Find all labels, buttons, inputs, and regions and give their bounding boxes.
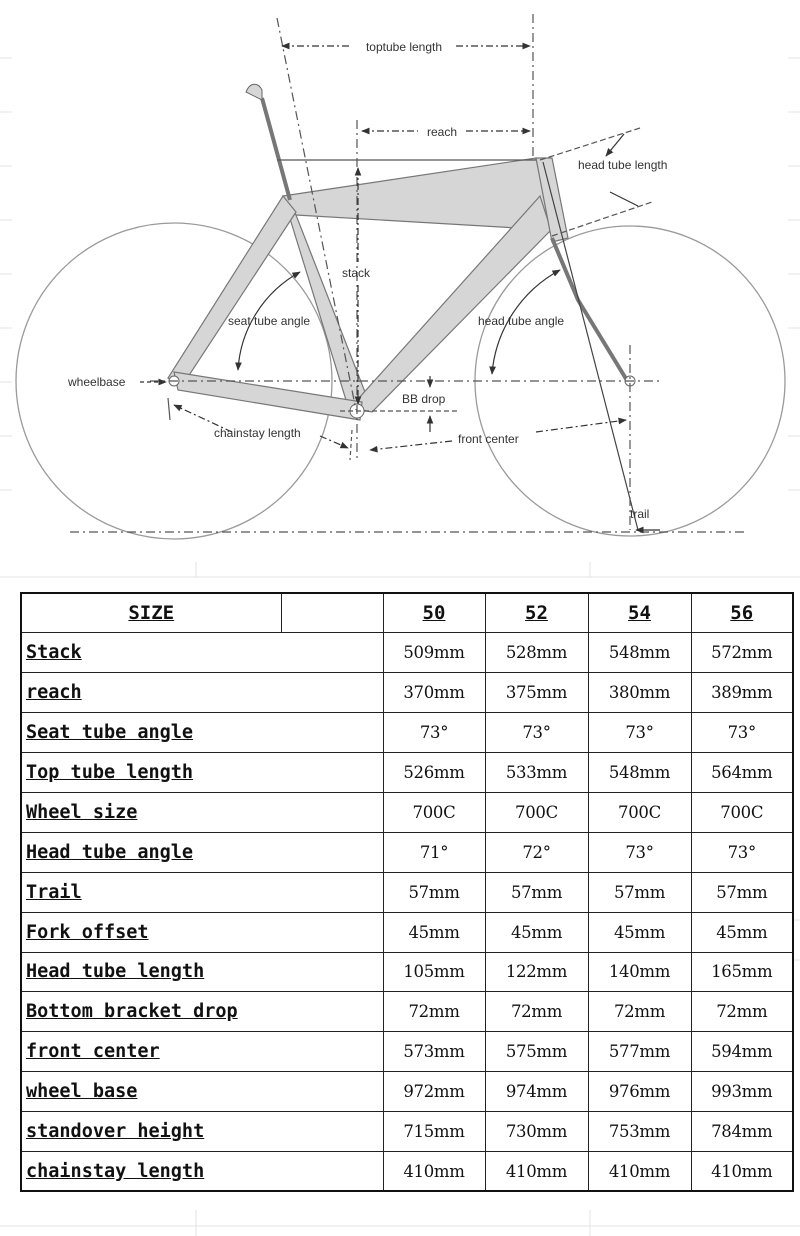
value-cell: 370mm [383,673,485,713]
value-cell: 122mm [485,952,588,992]
table-row [21,1032,793,1072]
size-header: SIZE [21,593,281,633]
table-row [21,912,793,952]
size-56-header: 56 [691,593,793,633]
geometry-table [20,592,794,1192]
value-cell: 57mm [691,872,793,912]
row-label: chainstay length [21,1151,383,1191]
value-cell: 548mm [588,633,691,673]
value-cell: 45mm [691,912,793,952]
row-label: standover height [21,1112,383,1152]
value-cell: 594mm [691,1032,793,1072]
value-cell: 71° [383,832,485,872]
row-label: front center [21,1032,383,1072]
label-toptube-length: toptube length [365,40,443,54]
label-chainstay-length: chainstay length [214,426,301,440]
row-label: Head tube length [21,952,383,992]
table-row [21,1112,793,1152]
value-cell: 410mm [383,1151,485,1191]
value-cell: 548mm [588,753,691,793]
row-label: reach [21,673,383,713]
value-cell: 72° [485,832,588,872]
size-50-header: 50 [383,593,485,633]
bike-geometry-diagram [0,0,800,560]
value-cell: 73° [691,832,793,872]
label-trail: trail [630,507,650,521]
value-cell: 73° [691,713,793,753]
value-cell: 57mm [588,872,691,912]
row-label: Stack [21,633,383,673]
table-row [21,792,793,832]
value-cell: 700C [383,792,485,832]
row-label: Wheel size [21,792,383,832]
value-cell: 700C [691,792,793,832]
value-cell: 45mm [485,912,588,952]
value-cell: 784mm [691,1112,793,1152]
label-wheelbase: wheelbase [68,375,126,389]
label-reach: reach [426,125,458,139]
value-cell: 509mm [383,633,485,673]
table-row [21,1072,793,1112]
table-row [21,753,793,793]
row-label: Seat tube angle [21,713,383,753]
value-cell: 974mm [485,1072,588,1112]
value-cell: 573mm [383,1032,485,1072]
value-cell: 380mm [588,673,691,713]
table-row [21,952,793,992]
label-stack: stack [342,266,371,280]
value-cell: 410mm [588,1151,691,1191]
value-cell: 73° [485,713,588,753]
value-cell: 57mm [485,872,588,912]
steer-axis [543,162,638,530]
seatpost [262,98,290,200]
value-cell: 572mm [691,633,793,673]
value-cell: 73° [383,713,485,753]
value-cell: 700C [588,792,691,832]
value-cell: 993mm [691,1072,793,1112]
value-cell: 72mm [383,992,485,1032]
row-label: Top tube length [21,753,383,793]
value-cell: 410mm [691,1151,793,1191]
row-label: Trail [21,872,383,912]
value-cell: 45mm [588,912,691,952]
value-cell: 375mm [485,673,588,713]
value-cell: 533mm [485,753,588,793]
size-54-header: 54 [588,593,691,633]
value-cell: 564mm [691,753,793,793]
table-row [21,1151,793,1191]
table-row [21,992,793,1032]
value-cell: 972mm [383,1072,485,1112]
label-bb-drop: BB drop [402,392,446,406]
table-row [21,713,793,753]
row-label: wheel base [21,1072,383,1112]
value-cell: 700C [485,792,588,832]
value-cell: 389mm [691,673,793,713]
value-cell: 753mm [588,1112,691,1152]
label-head-tube-angle: head tube angle [478,314,565,328]
row-label: Head tube angle [21,832,383,872]
saddle [246,84,262,100]
row-label: Fork offset [21,912,383,952]
value-cell: 140mm [588,952,691,992]
value-cell: 577mm [588,1032,691,1072]
value-cell: 45mm [383,912,485,952]
value-cell: 72mm [588,992,691,1032]
table-row [21,872,793,912]
value-cell: 410mm [485,1151,588,1191]
value-cell: 526mm [383,753,485,793]
value-cell: 105mm [383,952,485,992]
table-row [21,673,793,713]
value-cell: 72mm [485,992,588,1032]
value-cell: 57mm [383,872,485,912]
fork [552,238,628,382]
value-cell: 976mm [588,1072,691,1112]
row-label: Bottom bracket drop [21,992,383,1032]
value-cell: 73° [588,832,691,872]
value-cell: 715mm [383,1112,485,1152]
table-row [21,832,793,872]
empty-header-cell [281,593,383,633]
table-row [21,633,793,673]
value-cell: 72mm [691,992,793,1032]
table-header-row [21,593,793,633]
value-cell: 73° [588,713,691,753]
label-front-center: front center [458,432,519,446]
label-head-tube-length: head tube length [578,158,668,172]
value-cell: 528mm [485,633,588,673]
label-seat-tube-angle: seat tube angle [228,314,311,328]
value-cell: 575mm [485,1032,588,1072]
value-cell: 165mm [691,952,793,992]
size-52-header: 52 [485,593,588,633]
value-cell: 730mm [485,1112,588,1152]
